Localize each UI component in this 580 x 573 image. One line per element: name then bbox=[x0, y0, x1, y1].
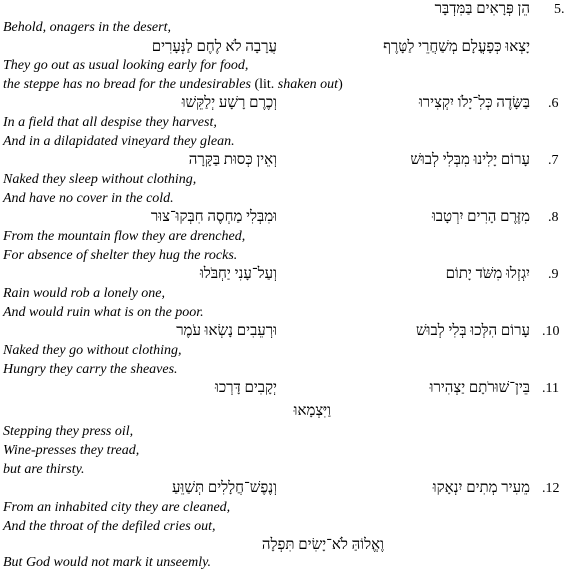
hebrew-line: וַיִּצְמָאוּ bbox=[293, 403, 331, 419]
english-line: Naked they sleep without clothing, bbox=[3, 172, 197, 187]
english-fragment: (lit. bbox=[250, 77, 278, 92]
verse-number: 5. bbox=[554, 2, 565, 17]
hebrew-line: יָצְאוּ כְּפָעֳלָם מְשַׁחֲרֵי לַטָּרֶף bbox=[383, 39, 530, 55]
hebrew-line: בֵּין־שׁוּרֹתָם יַצְהִירוּ bbox=[429, 380, 530, 396]
verse-number: .7 bbox=[548, 153, 559, 168]
hebrew-line: הֵן פְּרָאִים בַּמִּדְבָּר bbox=[434, 1, 530, 17]
english-line: From an inhabited city they are cleaned, bbox=[3, 500, 231, 515]
hebrew-line: מֵעִיר מְתִים יִנְאָקוּ bbox=[432, 480, 530, 496]
english-line: In a field that all despise they harvest, bbox=[3, 115, 217, 130]
verse-number: .6 bbox=[548, 96, 559, 111]
hebrew-line: וְאֵין כְּסוּת בַּקָּרָה bbox=[188, 152, 277, 168]
english-line-mixed bbox=[3, 78, 343, 92]
hebrew-line: מִזֶּרֶם הָרִים יִרְטָבוּ bbox=[431, 209, 530, 225]
english-line: And have no cover in the cold. bbox=[3, 191, 174, 206]
hebrew-line: יְקָבִים דָּרְכוּ bbox=[215, 380, 277, 396]
verse-number: .12 bbox=[542, 481, 560, 496]
hebrew-line: יִגְזְלוּ מִשֹּׁד יָתוֹם bbox=[445, 266, 530, 282]
verse-number: .11 bbox=[542, 381, 559, 396]
english-fragment: ) bbox=[338, 77, 343, 92]
hebrew-line: עֲרָבָה לֹא לֶחֶם לַנְּעָרִים bbox=[151, 39, 277, 55]
hebrew-line: וּמִבְּלִי מַחְסֶה חִבְּקוּ־צוּר bbox=[150, 209, 277, 225]
english-line: Hungry they carry the sheaves. bbox=[3, 362, 178, 377]
english-line: For absence of shelter they hug the rocks. bbox=[3, 248, 238, 263]
english-line: From the mountain flow they are drenched, bbox=[3, 229, 246, 244]
english-line: They go out as usual looking early for food, bbox=[3, 58, 249, 73]
hebrew-line: וְעַל־עָנִי יַחְבֹּלוּ bbox=[199, 266, 277, 282]
english-line: And in a dilapidated vineyard they glean. bbox=[3, 134, 235, 149]
hebrew-line: וֶאֱלוֹהַּ לֹא־יָשִׂים תִּפְלָה bbox=[261, 537, 384, 553]
english-line: Rain would rob a lonely one, bbox=[3, 286, 166, 301]
english-line: Behold, onagers in the desert, bbox=[3, 20, 171, 35]
english-line: Stepping they press oil, bbox=[3, 424, 134, 439]
english-line: Wine-presses they tread, bbox=[3, 443, 140, 458]
english-line: And would ruin what is on the poor. bbox=[3, 305, 204, 320]
hebrew-line: וְנֶפֶשׁ־חֲלָלִים תְּשַׁוֵּעַ bbox=[172, 480, 277, 496]
hebrew-line: עָרוֹם הִלְּכוּ בְּלִי לְבוּשׁ bbox=[415, 323, 530, 339]
hebrew-line: וּרְעֵבִים נָשְׂאוּ עֹמֶר bbox=[176, 323, 277, 339]
hebrew-line: עָרוֹם יָלִינוּ מִבְּלִי לְבוּשׁ bbox=[410, 152, 530, 168]
english-line: But God would not mark it unseemly. bbox=[3, 555, 212, 570]
verse-number: .10 bbox=[542, 324, 560, 339]
hebrew-line: בַּשָּׂדֶה כְּלִ־יָלֹו יִקְצִירוּ bbox=[418, 95, 530, 111]
english-fragment: shaken out bbox=[277, 77, 339, 92]
english-fragment: the steppe has no bread for the undesirables bbox=[3, 77, 251, 92]
hebrew-line: וְכֶרֶם רָשָׁע יְלַקֵּשׁוּ bbox=[181, 95, 277, 111]
english-line: And the throat of the defiled cries out, bbox=[3, 519, 216, 534]
english-line: Naked they go without clothing, bbox=[3, 343, 182, 358]
verse-number: .9 bbox=[548, 267, 559, 282]
verse-number: .8 bbox=[548, 210, 559, 225]
english-line: but are thirsty. bbox=[3, 462, 85, 477]
